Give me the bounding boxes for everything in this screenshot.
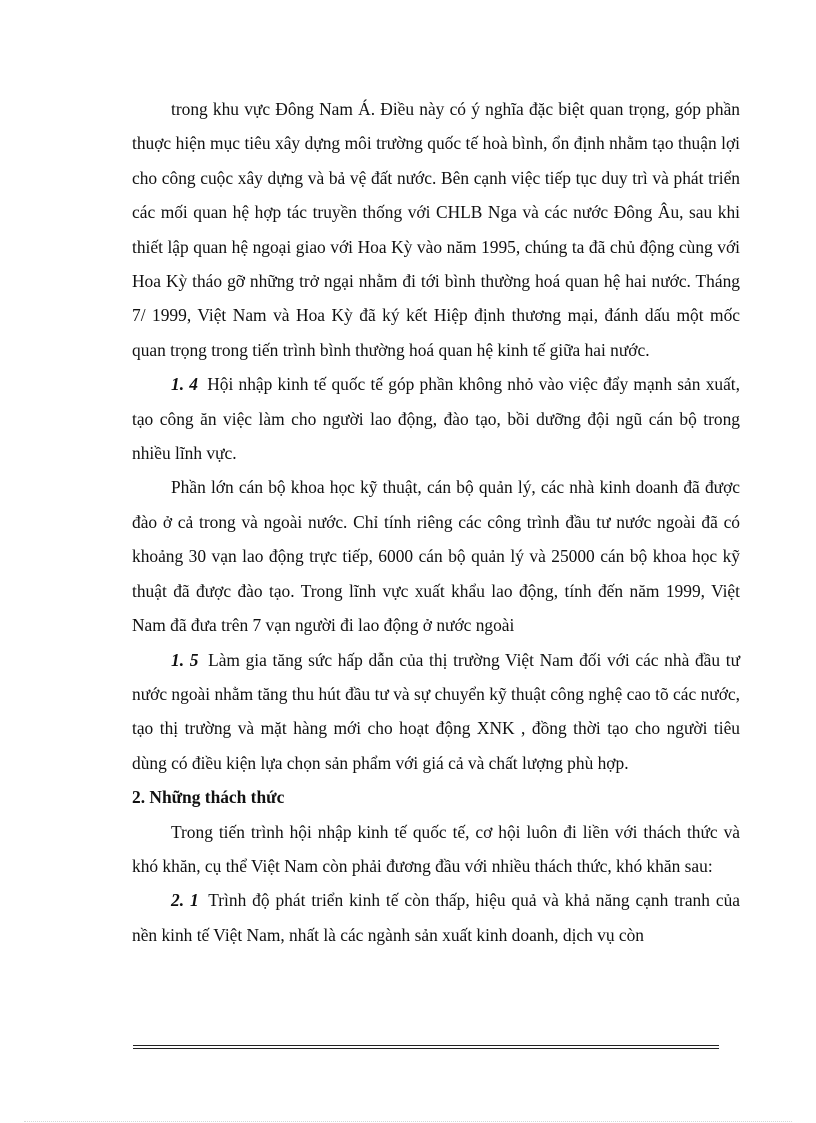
item-text-1-4: Hội nhập kinh tế quốc tế góp phần không nhỏ vào việc đẩy mạnh sản xuất, tạo công ăn việc làm cho người lao động, đào tạo, bồi dưỡng đội ngũ cán bộ trong nhiều lĩnh vực. [132, 374, 740, 464]
item-text-1-5: Làm gia tăng sức hấp dẫn của thị trường Việt Nam đối với các nhà đầu tư nước ngoài nhằm tăng thu hút đầu tư và sự chuyển kỹ thuật công nghệ cao tõ các nước, tạo thị trường và mặt hàng mới cho hoạt động XNK , đồng thời tạo cho người tiêu dùng có điều kiện lựa chọn sản phẩm với giá cả và chất lượng phù hợp. [132, 649, 740, 773]
footer-rule [133, 1045, 719, 1046]
paragraph-training: Phần lớn cán bộ khoa học kỹ thuật, cán bộ quản lý, các nhà kinh doanh đã được đào ở cả trong và ngoài nước. Chỉ tính riêng các công trình đầu tư nước ngoài đã có khoảng 30 vạn lao động trực tiếp, 6000 cán bộ quản lý và 25000 cán bộ khoa học kỹ thuật đã được đào tạo. Trong lĩnh vực xuất khẩu lao động, tính đến năm 1999, Việt Nam đã đưa trên 7 vạn người đi lao động ở nước ngoài [132, 477, 740, 636]
item-number-2-1: 2. 1 [171, 890, 199, 911]
paragraph-1-4 [132, 367, 740, 470]
item-text-2-1: Trình độ phát triển kinh tế còn thấp, hiệu quả và khả năng cạnh tranh của nền kinh tế Việt Nam, nhất là các ngành sản xuất kinh doanh, dịch vụ còn [132, 890, 740, 945]
paragraph-1-5 [132, 643, 740, 781]
section-heading-challenges: 2. Những thách thức [132, 787, 285, 808]
paragraph-2-1 [132, 883, 740, 952]
footer-rule-double [133, 1048, 719, 1049]
paragraph-foreign-relations: trong khu vực Đông Nam Á. Điều này có ý nghĩa đặc biệt quan trọng, góp phần thuợc hiện mục tiêu xây dựng môi trường quốc tế hoà bình, ổn định nhằm tạo thuận lợi cho công cuộc xây dựng và bả vệ đất nước. Bên cạnh việc tiếp tục duy trì và phát triển các mối quan hệ hợp tác truyền thống với CHLB Nga và các nước Đông Âu, sau khi thiết lập quan hệ ngoại giao với Hoa Kỳ vào năm 1995, chúng ta đã chủ động cùng với Hoa Kỳ tháo gỡ những trở ngại nhằm đi tới bình thường hoá quan hệ hai nước. Tháng 7/ 1999, Việt Nam và Hoa Kỳ đã ký kết Hiệp định thương mại, đánh dấu một mốc quan trọng trong tiến trình bình thường hoá quan hệ kinh tế giữa hai nước. [132, 99, 740, 360]
paragraph-challenges-intro: Trong tiến trình hội nhập kinh tế quốc tế, cơ hội luôn đi liền với thách thức và khó khăn, cụ thể Việt Nam còn phải đương đầu với nhiều thách thức, khó khăn sau: [132, 821, 740, 876]
item-number-1-5: 1. 5 [171, 649, 199, 670]
document-body [132, 92, 740, 952]
item-number-1-4: 1. 4 [171, 374, 198, 395]
page-bottom-edge [24, 1121, 792, 1122]
